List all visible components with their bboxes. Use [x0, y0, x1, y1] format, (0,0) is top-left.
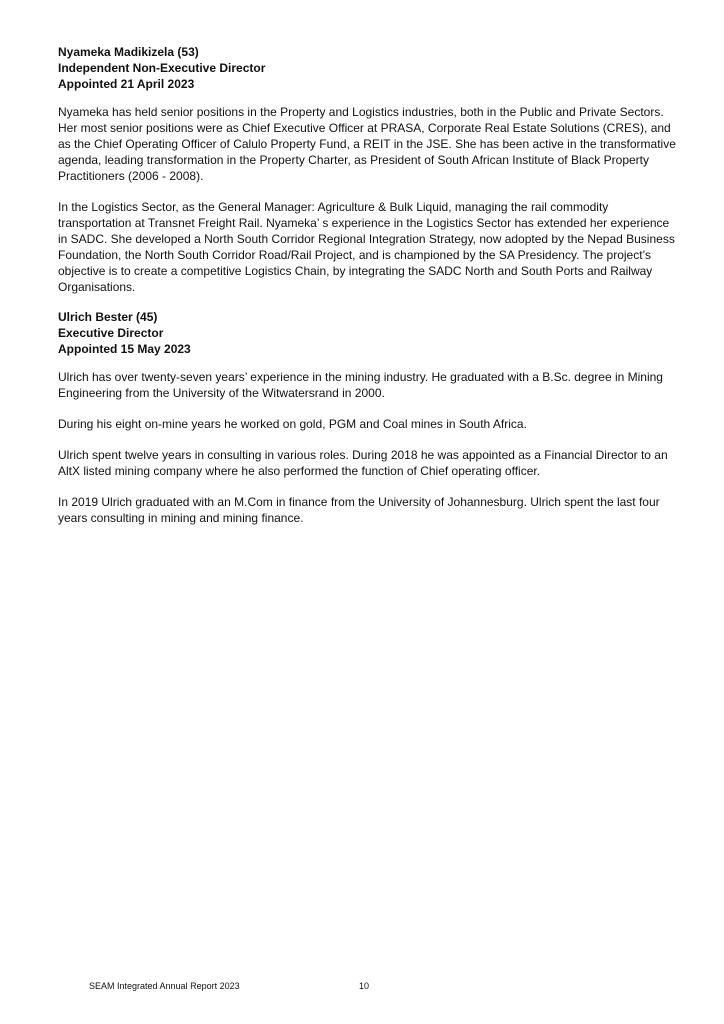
bio-paragraph: In the Logistics Sector, as the General Manager: Agriculture & Bulk Liquid, managing the rail commodity transportation at Transnet Freight Rail. Nyameka’ s experience in the Logistics Sector has extended her experience in SADC. She developed a North South Corridor Regional Integration Strategy, now adopted by the Nepad Business Foundation, the North South Corridor Road/Rail Project, and is championed by the SA Presidency. The project’s objective is to create a competitive Logistics Chain, by integrating the SADC North and South Ports and Railway Organisations. [58, 200, 675, 294]
director-role: Independent Non-Executive Director [58, 61, 266, 75]
bio-ulrich-bester [58, 309, 678, 526]
bio-paragraph: Ulrich spent twelve years in consulting in various roles. During 2018 he was appointed as a Financial Director to an AltX listed mining company where he also performed the function of Chief operating officer. [58, 448, 668, 478]
appointment-date: Appointed 15 May 2023 [58, 342, 191, 356]
director-name: Nyameka Madikizela (53) [58, 45, 199, 59]
bio-paragraph: Nyameka has held senior positions in the Property and Logistics industries, both in the Public and Private Sectors. Her most senior positions were as Chief Executive Officer at PRASA, Corporate Real Estate Solutions (CRES), and as the Chief Operating Officer of Calulo Property Fund, a REIT in the JSE. She has been active in the transformative agenda, leading transformation in the Property Charter, as President of South African Institute of Black Property Practitioners (2006 - 2008). [58, 105, 676, 183]
bio-nyameka-madikizela [58, 44, 678, 295]
footer-report-title: SEAM Integrated Annual Report 2023 [89, 981, 240, 991]
bio-paragraph: In 2019 Ulrich graduated with an M.Com in finance from the University of Johannesburg. Ulrich spent the last four years consulting in mining and mining finance. [58, 495, 660, 525]
appointment-date: Appointed 21 April 2023 [58, 77, 195, 91]
page-number: 10 [359, 981, 370, 991]
director-name: Ulrich Bester (45) [58, 310, 158, 324]
bio-paragraph: During his eight on-mine years he worked on gold, PGM and Coal mines in South Africa. [58, 417, 527, 431]
document-page [58, 44, 678, 541]
bio-header [58, 309, 678, 357]
bio-paragraph: Ulrich has over twenty-seven years’ experience in the mining industry. He graduated with a B.Sc. degree in Mining Engineering from the University of the Witwatersrand in 2000. [58, 370, 663, 400]
bio-header [58, 44, 678, 92]
director-role: Executive Director [58, 326, 164, 340]
